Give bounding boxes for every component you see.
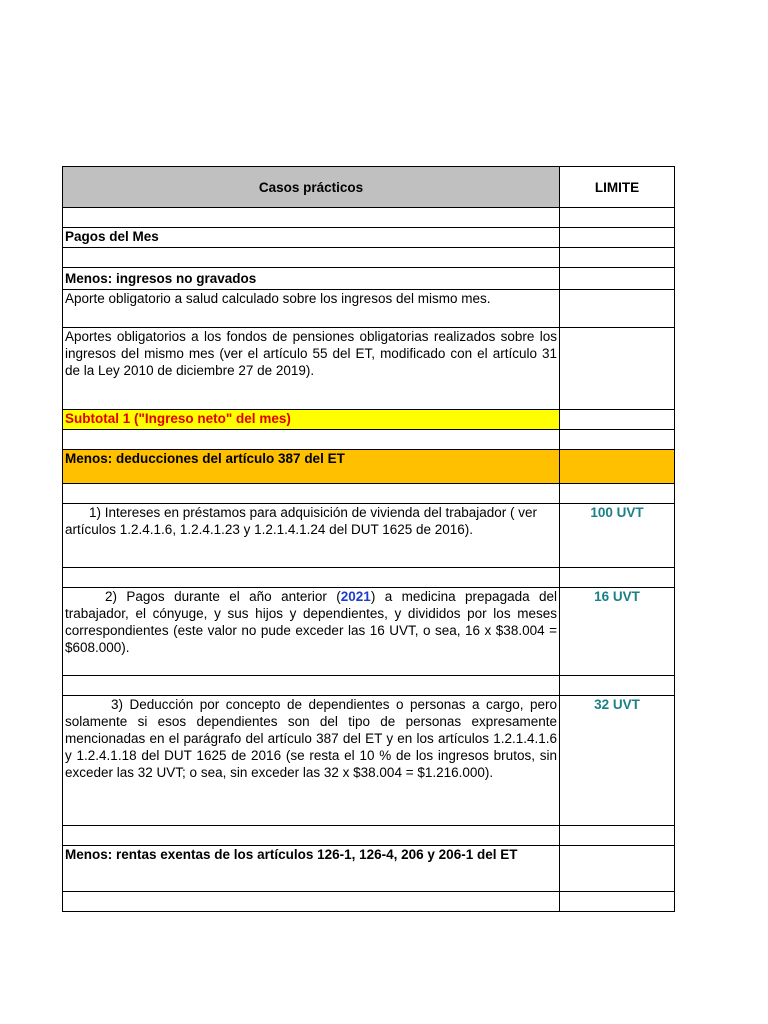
empty-row [63, 676, 675, 696]
deduccion-1-cell[interactable] [63, 504, 560, 568]
deduccion-3-cell[interactable] [63, 696, 560, 826]
deducciones-387-cell[interactable]: Menos: deducciones del artículo 387 del ET [63, 450, 560, 484]
aporte-pensiones-row [63, 328, 675, 410]
deduccion-3-text: 3) Deducción por concepto de dependientes o personas a cargo, pero solamente si esos dependientes son del tipo de personas expresamente mencionadas en el parágrafo del artículo 387 del ET y en los artículos 1.2.1.4.1.6 y 1.2.4.1.18 del DUT 1625 de 2016 (se resta el 10 % de los ingresos brutos, sin exceder las 32 UVT; o sea, sin exceder las 32 x $38.004 = $1.216.000). [65, 697, 557, 780]
deduccion-2-cell[interactable] [63, 588, 560, 676]
deducciones-row [63, 450, 675, 484]
aporte-pensiones-limit-cell[interactable] [560, 328, 675, 410]
aporte-salud-row [63, 290, 675, 328]
empty-cell[interactable] [560, 208, 675, 228]
empty-cell[interactable] [63, 484, 560, 504]
subtotal-limit-cell[interactable] [560, 410, 675, 430]
subtotal-row [63, 410, 675, 430]
deduccion-2-year: 2021 [340, 589, 371, 604]
empty-cell[interactable] [560, 892, 675, 912]
aporte-salud-limit-cell[interactable] [560, 290, 675, 328]
deduccion-3-row [63, 696, 675, 826]
empty-cell[interactable] [560, 676, 675, 696]
empty-cell[interactable] [63, 208, 560, 228]
header-casos-practicos[interactable]: Casos prácticos [63, 167, 560, 208]
deducciones-limit-cell[interactable] [560, 450, 675, 484]
deduccion-2-limit-cell[interactable]: 16 UVT [560, 588, 675, 676]
header-limite[interactable]: LIMITE [560, 167, 675, 208]
empty-cell[interactable] [560, 484, 675, 504]
empty-row [63, 892, 675, 912]
empty-row [63, 248, 675, 268]
no-gravados-limit-cell[interactable] [560, 268, 675, 290]
subtotal-ingreso-neto-cell[interactable]: Subtotal 1 ("Ingreso neto" del mes) [63, 410, 560, 430]
deduccion-2-text-pre: 2) Pagos durante el año anterior ( [105, 589, 341, 604]
rentas-exentas-cell[interactable]: Menos: rentas exentas de los artículos 126-1, 126-4, 206 y 206-1 del ET [63, 846, 560, 892]
empty-cell[interactable] [560, 430, 675, 450]
deduccion-2-row [63, 588, 675, 676]
table-header-row [63, 167, 675, 208]
empty-row [63, 484, 675, 504]
deduccion-1-text: 1) Intereses en préstamos para adquisición de vivienda del trabajador ( ver artículos 1.2.4.1.6, 1.2.4.1.23 y 1.2.1.4.1.24 del DUT 1625 de 2016). [65, 505, 537, 537]
pagos-limit-cell[interactable] [560, 228, 675, 248]
empty-cell[interactable] [63, 826, 560, 846]
empty-cell[interactable] [63, 676, 560, 696]
empty-row [63, 568, 675, 588]
empty-row [63, 826, 675, 846]
aporte-salud-cell[interactable]: Aporte obligatorio a salud calculado sobre los ingresos del mismo mes. [63, 290, 560, 328]
deduccion-1-limit-cell[interactable]: 100 UVT [560, 504, 675, 568]
deduccion-3-limit-cell[interactable]: 32 UVT [560, 696, 675, 826]
empty-cell[interactable] [63, 248, 560, 268]
empty-cell[interactable] [560, 568, 675, 588]
pagos-row [63, 228, 675, 248]
deduccion-2-text-post: ) a medicina prepagada del trabajador, el cónyuge, y sus hijos y dependientes, y divididos por los meses correspondientes (este valor no pude exceder las 16 UVT, o sea, 16 x $38.004 = $608.000). [65, 589, 558, 655]
empty-row [63, 208, 675, 228]
rentas-exentas-limit-cell[interactable] [560, 846, 675, 892]
deduccion-1-row [63, 504, 675, 568]
aporte-pensiones-cell[interactable]: Aportes obligatorios a los fondos de pensiones obligatorias realizados sobre los ingresos del mismo mes (ver el artículo 55 del ET, modificado con el artículo 31 de la Ley 2010 de diciembre 27 de 2019). [63, 328, 560, 410]
practical-cases-table [62, 166, 675, 912]
empty-cell[interactable] [560, 248, 675, 268]
empty-cell[interactable] [63, 568, 560, 588]
empty-row [63, 430, 675, 450]
empty-cell[interactable] [560, 826, 675, 846]
no-gravados-row [63, 268, 675, 290]
empty-cell[interactable] [63, 892, 560, 912]
pagos-del-mes-cell[interactable]: Pagos del Mes [63, 228, 560, 248]
empty-cell[interactable] [63, 430, 560, 450]
rentas-exentas-row [63, 846, 675, 892]
ingresos-no-gravados-cell[interactable]: Menos: ingresos no gravados [63, 268, 560, 290]
